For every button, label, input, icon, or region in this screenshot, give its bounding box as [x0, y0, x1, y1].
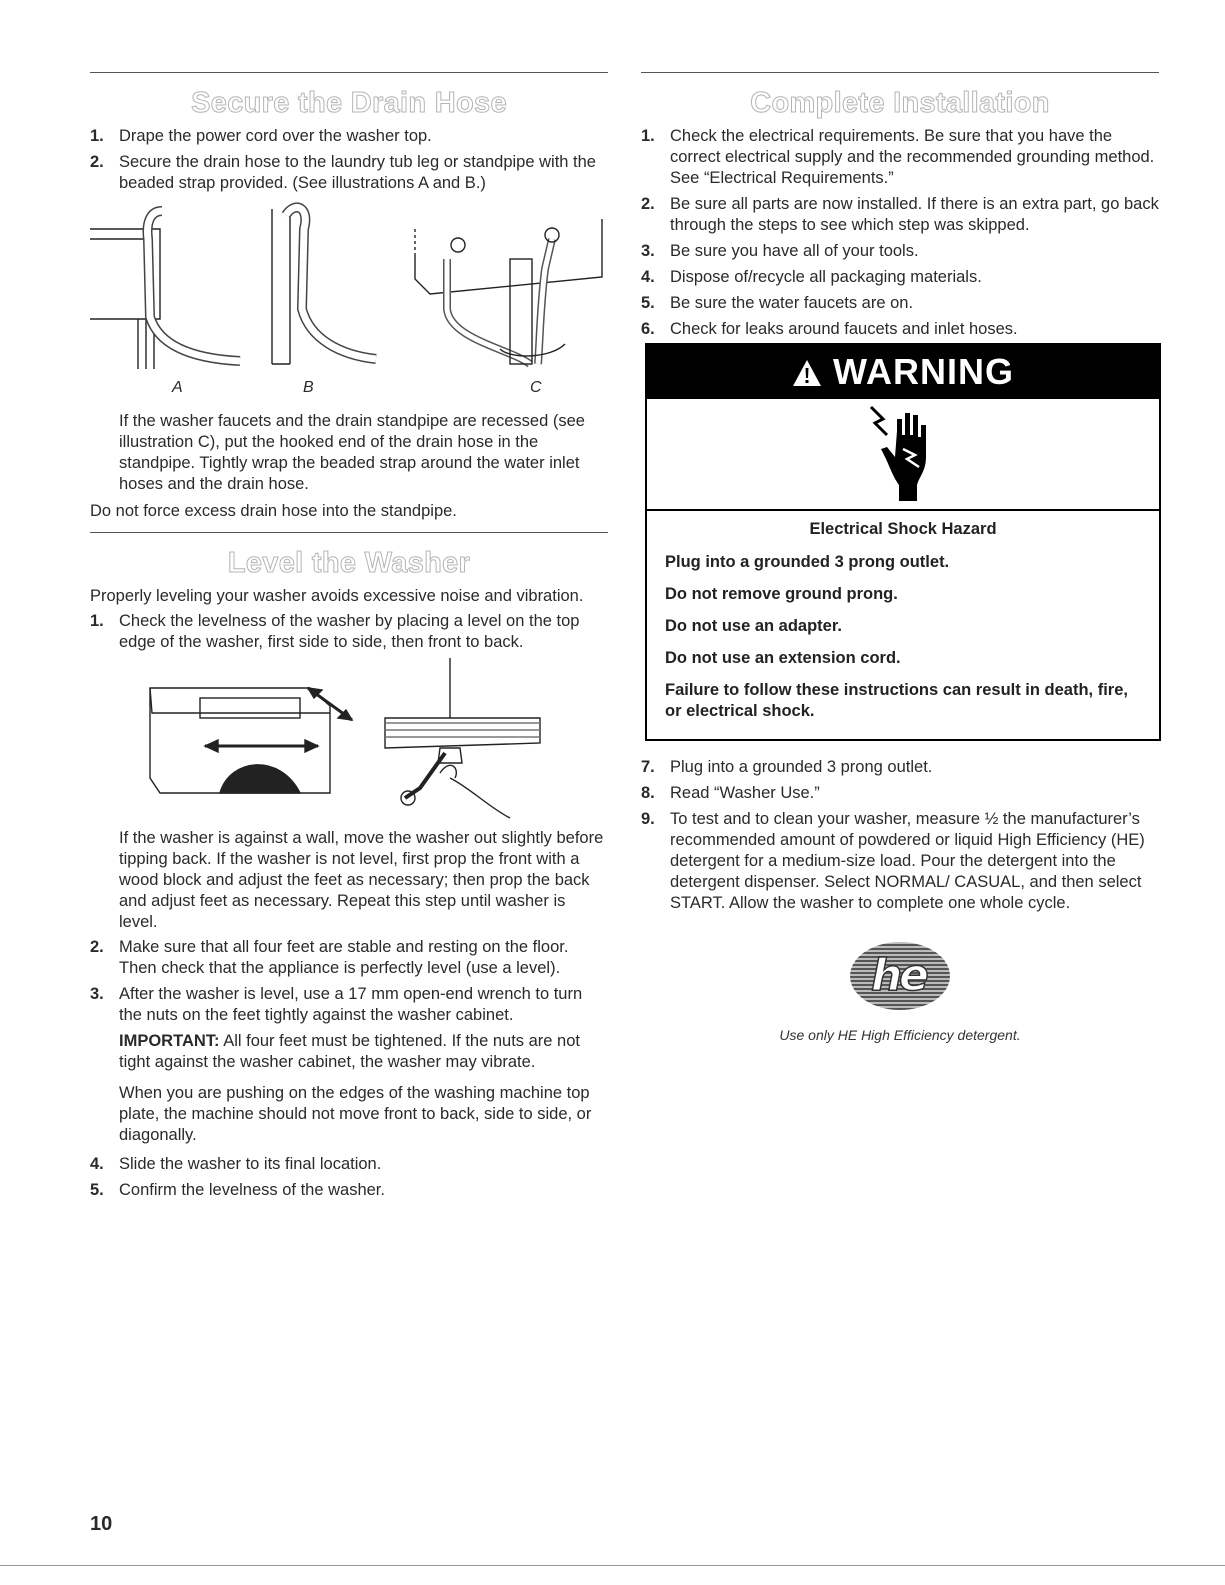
- right-column-continued: [641, 757, 1159, 1043]
- list-item: [90, 1180, 608, 1201]
- warning-label: WARNING: [833, 351, 1014, 392]
- step-text: Check the electrical requirements. Be sure that you have the correct electrical supply and the recommended grounding method. See “Electrical Requirements.”: [670, 127, 1155, 187]
- step-number: 9.: [641, 810, 655, 828]
- list-item: [641, 126, 1159, 189]
- list-item: [641, 267, 1159, 288]
- heading-level-washer: Level the Washer: [227, 547, 471, 579]
- step-number: 2.: [641, 195, 655, 213]
- svg-text:e: e: [899, 950, 929, 1001]
- step-text: Be sure all parts are now installed. If there is an extra part, go back through the steps to see which step was skipped.: [670, 195, 1159, 234]
- step-text: Check the levelness of the washer by placing a level on the top edge of the washer, first side to side, then front to back.: [119, 612, 580, 651]
- step-number: 3.: [90, 985, 104, 1003]
- step-text: Be sure you have all of your tools.: [670, 242, 919, 260]
- step-text: Drape the power cord over the washer top.: [119, 127, 432, 145]
- step-number: 8.: [641, 784, 655, 802]
- list-item: [641, 293, 1159, 314]
- svg-text:h: h: [871, 950, 903, 1001]
- warning-line: Do not use an adapter.: [665, 617, 842, 635]
- step-text: Dispose of/recycle all packaging materials.: [670, 268, 982, 286]
- list-item: [641, 319, 1159, 340]
- shock-hazard-area: [647, 399, 1159, 511]
- list-item: [90, 152, 608, 194]
- push-note: When you are pushing on the edges of the washing machine top plate, the machine should not move front to back, side to side, or diagonally.: [119, 1084, 592, 1144]
- drain-hose-illustrations: [90, 199, 608, 379]
- right-column: [641, 72, 1159, 345]
- list-item: [641, 757, 1159, 778]
- wall-note: If the washer is against a wall, move the washer out slightly before tipping back. If the washer is not level, first prop the front with a wood block and adjust the feet as necessary; then prop the back and adjust feet as necessary. Repeat this step until washer is level.: [119, 829, 604, 931]
- step-text: Read “Washer Use.”: [670, 784, 820, 802]
- list-item: [641, 241, 1159, 262]
- level-intro: Properly leveling your washer avoids excessive noise and vibration.: [90, 587, 584, 605]
- warning-box: [645, 343, 1161, 741]
- leveling-illustration: [90, 658, 608, 823]
- list-item: [90, 984, 608, 1026]
- important-note: [119, 1031, 608, 1073]
- step-number: 1.: [641, 127, 655, 145]
- warning-title: Electrical Shock Hazard: [809, 520, 997, 538]
- section-divider: [90, 532, 608, 533]
- step-text: Plug into a grounded 3 prong outlet.: [670, 758, 933, 776]
- figure-label-a: A: [172, 379, 183, 396]
- list-item: [641, 809, 1159, 914]
- leveling-illustrations: [90, 658, 608, 828]
- heading-secure-drain-hose: Secure the Drain Hose: [191, 87, 507, 119]
- figure-label-b: B: [303, 379, 314, 396]
- left-column: [90, 72, 608, 1206]
- step-number: 1.: [90, 612, 104, 630]
- step-number: 6.: [641, 320, 655, 338]
- warning-banner: [647, 345, 1159, 399]
- step-text: Check for leaks around faucets and inlet hoses.: [670, 320, 1018, 338]
- step-number: 2.: [90, 938, 104, 956]
- list-item: [90, 126, 608, 147]
- he-caption: Use only HE High Efficiency detergent.: [779, 1027, 1021, 1043]
- he-logo-wrap: [641, 936, 1159, 1021]
- step-number: 7.: [641, 758, 655, 776]
- warning-line: Do not remove ground prong.: [665, 585, 898, 603]
- important-label: IMPORTANT:: [119, 1032, 220, 1050]
- step-text: Make sure that all four feet are stable and resting on the floor. Then check that the appliance is perfectly level (use a level).: [119, 938, 569, 977]
- step-number: 2.: [90, 153, 104, 171]
- drain-hose-illustration: [90, 199, 608, 374]
- important-text: All four feet must be tightened. If the nuts are not tight against the washer cabinet, the washer may vibrate.: [119, 1032, 580, 1071]
- section-divider: [90, 72, 608, 73]
- he-logo-icon: [845, 936, 955, 1016]
- step-text: Slide the washer to its final location.: [119, 1155, 382, 1173]
- step-text: Confirm the levelness of the washer.: [119, 1181, 385, 1199]
- warning-text: [647, 511, 1159, 722]
- list-item: [90, 611, 608, 653]
- list-item: [641, 194, 1159, 236]
- page-number: 10: [90, 1513, 113, 1535]
- recessed-note: If the washer faucets and the drain standpipe are recessed (see illustration C), put the hooked end of the drain hose in the standpipe. Tightly wrap the beaded strap around the water inlet hoses and the drain hose.: [119, 412, 585, 493]
- warning-triangle-icon: [792, 351, 833, 392]
- step-number: 4.: [90, 1155, 104, 1173]
- step-number: 1.: [90, 127, 104, 145]
- electric-shock-hand-icon: [869, 405, 949, 505]
- force-note: Do not force excess drain hose into the standpipe.: [90, 502, 457, 520]
- warning-line: Do not use an extension cord.: [665, 649, 901, 667]
- step-text: Be sure the water faucets are on.: [670, 294, 914, 312]
- warning-line: Failure to follow these instructions can result in death, fire, or electrical shock.: [665, 681, 1128, 720]
- figure-label-c: C: [530, 379, 542, 396]
- step-text: To test and to clean your washer, measure ½ the manufacturer’s recommended amount of powdered or liquid High Efficiency (HE) detergent for a medium-size load. Pour the detergent into the detergent dispenser. Select NORMAL/ CASUAL, and then select START. Allow the washer to complete one whole cycle.: [670, 810, 1145, 912]
- list-item: [90, 1154, 608, 1175]
- list-item: [90, 937, 608, 979]
- warning-line: Plug into a grounded 3 prong outlet.: [665, 553, 950, 571]
- bottom-divider: [0, 1565, 1225, 1566]
- step-text: Secure the drain hose to the laundry tub leg or standpipe with the beaded strap provided. (See illustrations A and B.): [119, 153, 596, 192]
- step-text: After the washer is level, use a 17 mm open-end wrench to turn the nuts on the feet tightly against the washer cabinet.: [119, 985, 583, 1024]
- heading-complete-installation: Complete Installation: [750, 87, 1050, 119]
- step-number: 5.: [641, 294, 655, 312]
- figure-labels: [90, 379, 608, 401]
- step-number: 3.: [641, 242, 655, 260]
- section-divider: [641, 72, 1159, 73]
- list-item: [641, 783, 1159, 804]
- step-number: 5.: [90, 1181, 104, 1199]
- step-number: 4.: [641, 268, 655, 286]
